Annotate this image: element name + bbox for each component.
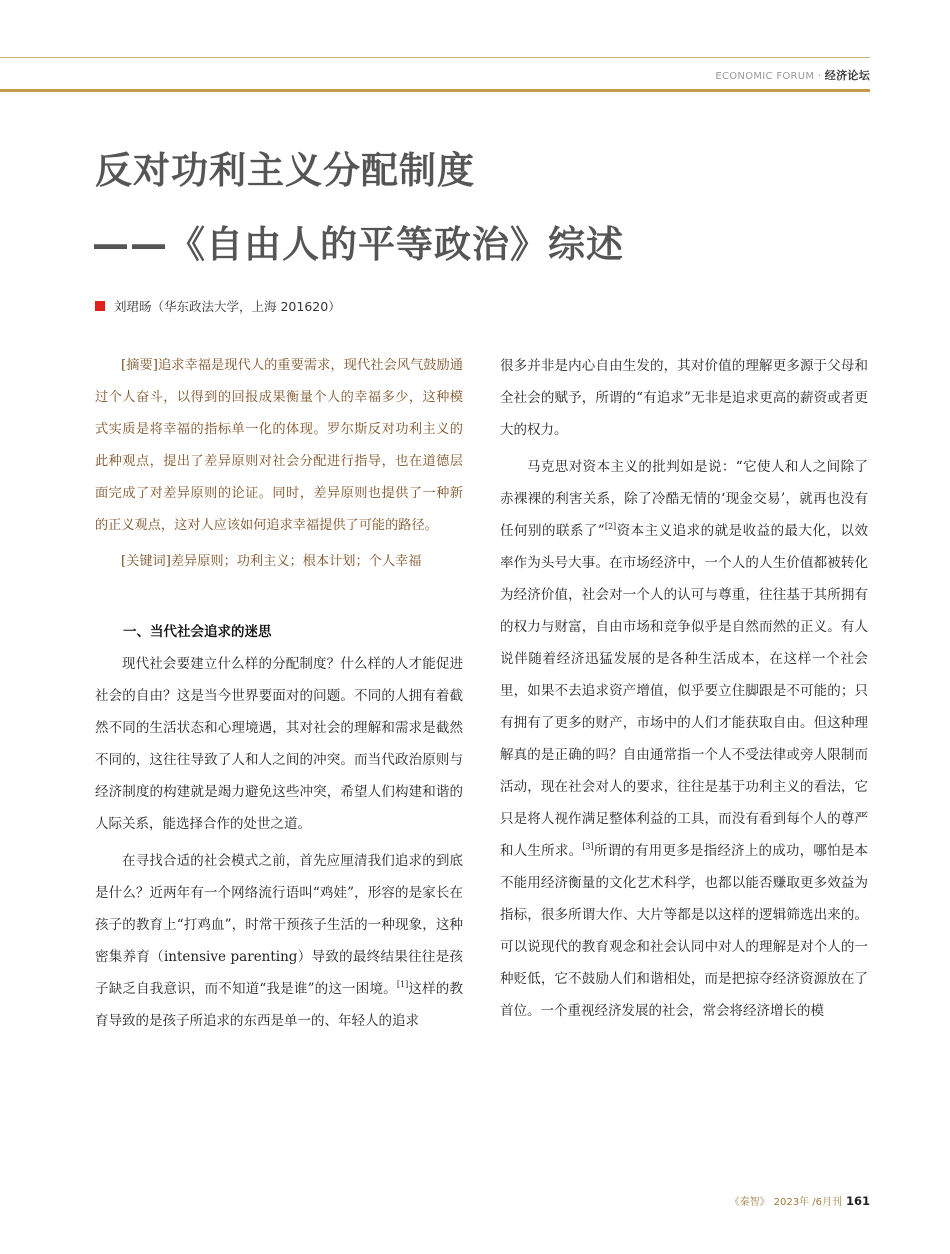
article-subtitle: ——《自由人的平等政治》综述 [92, 223, 624, 266]
header-separator: · [817, 71, 822, 82]
journal-name: 《秦智》 [729, 1197, 770, 1208]
paragraph: 现代社会要建立什么样的分配制度？什么样的人才能促进社会的自由？这是当今世界要面对的问题。不同的人拥有着截然不同的生活状态和心理境遇，其对社会的理解和需求是截然不同的，这往往导致了人和人之间的冲突。而当代政治原则与经济制度的构建就是竭力避免这些冲突，希望人们构建和谐的人际关系，能选择合作的处世之道。 [95, 656, 463, 832]
section-heading: 一、当代社会追求的迷思 [123, 624, 272, 640]
author-text: 刘珺旸（华东政法大学，上海 201620） [114, 299, 341, 314]
right-column [500, 350, 868, 1027]
header-en: ECONOMIC FORUM [715, 71, 815, 82]
paragraph: 马克思对资本主义的批判如是说：“它使人和人之间除了赤裸裸的利害关系，除了冷酷无情的‘现金交易’，就再也没有任何别的联系了”[2]资本主义追求的就是收益的最大化，以效率作为头号大事。在市场经济中，一个人的人生价值都被转化为经济价值，社会对一个人的认可与尊重，往往基于其所拥有的权力与财富，自由市场和竞争似乎是自然而然的正义。有人说伴随着经济迅猛发展的是各种生活成本，在这样一个社会里，如果不去追求资产增值，似乎要立住脚跟是不可能的；只有拥有了更多的财产，市场中的人们才能获取自由。但这种理解真的是正确的吗？自由通常指一个人不受法律或旁人限制而活动，现在社会对人的要求，往往是基于功利主义的看法，它只是将人视作满足整体利益的工具，而没有看到每个人的尊严和人生所求。[3]所谓的有用更多是指经济上的成功，哪怕是本不能用经济衡量的文化艺术科学，也都以能否赚取更多效益为指标，很多所谓大作、大片等都是以这样的逻辑筛选出来的。可以说现代的教育观念和社会认同中对人的理解是对个人的一种贬低，它不鼓励人们和谐相处，而是把掠夺经济资源放在了首位。一个重视经济发展的社会，常会将经济增长的模 [500, 459, 869, 1019]
abstract-block [95, 350, 463, 578]
issue-label: 2023年 /6月刊 [773, 1197, 842, 1208]
citation-ref: [3] [582, 842, 594, 851]
paragraph: 在寻找合适的社会模式之前，首先应厘清我们追求的到底是什么？近两年有一个网络流行语叫“鸡娃”，形容的是家长在孩子的教育上“打鸡血”，时常干预孩子生活的一种现象，这种密集养育（intensive parenting）导致的最终结果往往是孩子缺乏自我意识，而不知道“我是谁”的这一困境。[1]这样的教育导致的是孩子所追求的东西是单一的、年轻人的追求 [95, 853, 463, 1029]
header-rule-thin [0, 57, 870, 58]
citation-ref: [2] [604, 522, 617, 531]
keywords-text: [关键词]差异原则；功利主义；根本计划；个人幸福 [121, 554, 422, 569]
header-rule-thick [0, 89, 870, 92]
paragraph-continued: 很多并非是内心自由生发的，其对价值的理解更多源于父母和全社会的赋予，所谓的“有追求”无非是追求更高的薪资或者更大的权力。 [500, 358, 868, 438]
article-title: 反对功利主义分配制度 [95, 149, 475, 192]
left-column [95, 350, 463, 1037]
page-footer [730, 1193, 870, 1208]
red-square-icon [95, 301, 105, 311]
left-body [95, 648, 463, 1037]
right-body [500, 350, 868, 1027]
citation-ref: [1] [396, 980, 409, 989]
abstract-text: [摘要]追求幸福是现代人的重要需求，现代社会风气鼓励通过个人奋斗，以得到的回报成果衡量个人的幸福多少，这种模式实质是将幸福的指标单一化的体现。罗尔斯反对功利主义的此种观点，提出了差异原则对社会分配进行指导，也在道德层面完成了对差异原则的论证。同时，差异原则也提供了一种新的正义观点，这对人应该如何追求幸福提供了可能的路径。 [95, 358, 463, 533]
header-cn: 经济论坛 [824, 69, 870, 82]
running-header [715, 67, 870, 83]
page-number: 161 [845, 1194, 870, 1208]
author-line [95, 297, 341, 315]
